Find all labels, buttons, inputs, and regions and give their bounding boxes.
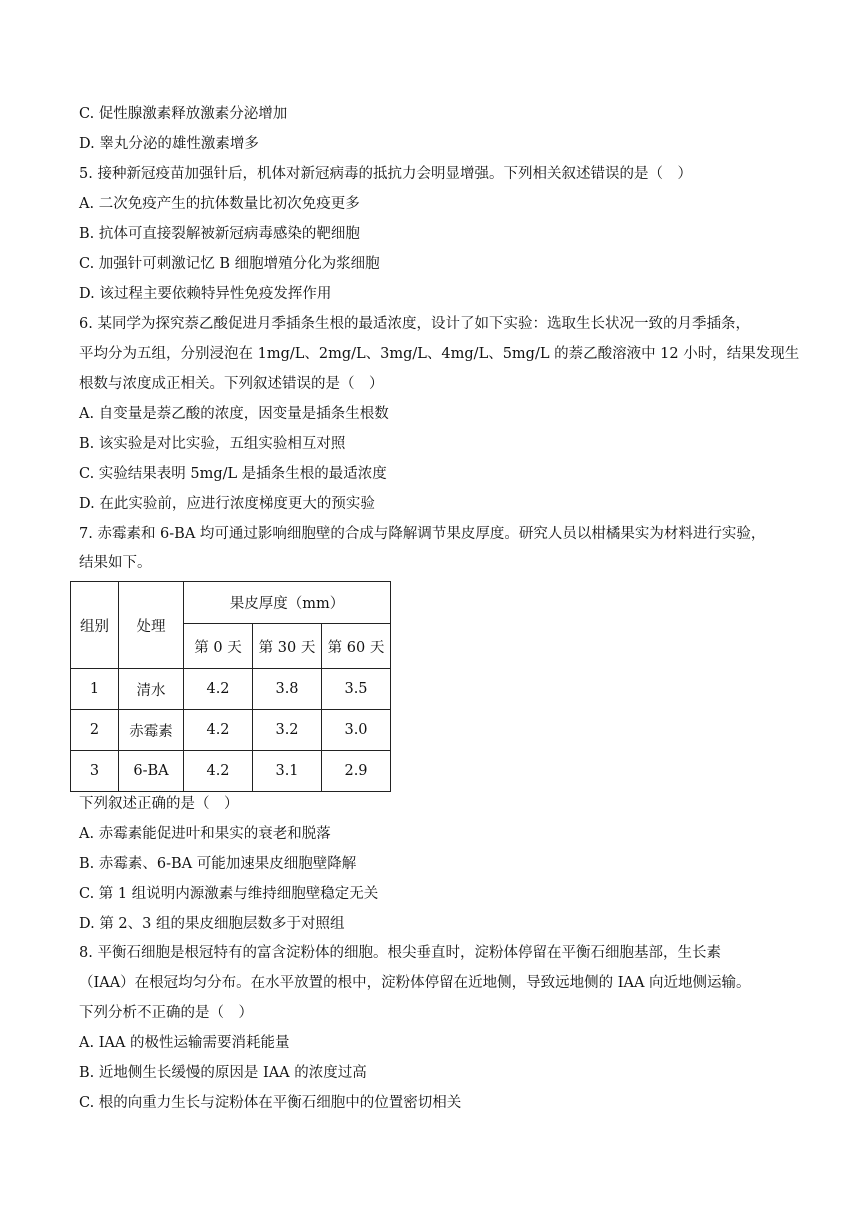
header-thickness: 果皮厚度（mm） (184, 582, 391, 624)
cell-value: 3.8 (253, 669, 322, 710)
q7-option-c: C. 第 1 组说明内源激素与维持细胞壁稳定无关 (79, 886, 379, 902)
header-group: 组别 (71, 582, 119, 669)
header-day-60: 第 60 天 (322, 624, 391, 669)
cell-value: 3.1 (253, 751, 322, 792)
q8-option-a: A. IAA 的极性运输需要消耗能量 (79, 1035, 290, 1051)
q5-option-a: A. 二次免疫产生的抗体数量比初次免疫更多 (79, 196, 360, 212)
cell-value: 3.5 (322, 669, 391, 710)
table-row (71, 669, 391, 710)
q6-stem-line3: 根数与浓度成正相关。下列叙述错误的是（ ） (79, 376, 384, 392)
table-row (71, 710, 391, 751)
cell-treatment: 6-BA (119, 751, 184, 792)
q4-option-c: C. 促性腺激素释放激素分泌增加 (79, 106, 288, 122)
header-day-30: 第 30 天 (253, 624, 322, 669)
q5-option-b: B. 抗体可直接裂解被新冠病毒感染的靶细胞 (79, 226, 360, 242)
q6-option-c: C. 实验结果表明 5mg/L 是插条生根的最适浓度 (79, 466, 387, 482)
q6-option-a: A. 自变量是萘乙酸的浓度，因变量是插条生根数 (79, 406, 389, 422)
cell-group: 3 (71, 751, 119, 792)
q5-option-c: C. 加强针可刺激记忆 B 细胞增殖分化为浆细胞 (79, 256, 380, 272)
cell-value: 3.2 (253, 710, 322, 751)
cell-value: 3.0 (322, 710, 391, 751)
pericarp-thickness-table (70, 581, 391, 792)
q7-option-d: D. 第 2、3 组的果皮细胞层数多于对照组 (79, 916, 345, 932)
q8-stem-line1: 8. 平衡石细胞是根冠特有的富含淀粉体的细胞。根尖垂直时，淀粉体停留在平衡石细胞基部，生长素 (79, 945, 721, 961)
cell-group: 2 (71, 710, 119, 751)
table-header-row (71, 582, 391, 624)
q8-option-c: C. 根的向重力生长与淀粉体在平衡石细胞中的位置密切相关 (79, 1095, 462, 1111)
cell-value: 2.9 (322, 751, 391, 792)
q7-stem-line1: 7. 赤霉素和 6-BA 均可通过影响细胞壁的合成与降解调节果皮厚度。研究人员以柑橘果实为材料进行实验， (79, 526, 766, 542)
cell-treatment: 赤霉素 (119, 710, 184, 751)
cell-group: 1 (71, 669, 119, 710)
q7-option-a: A. 赤霉素能促进叶和果实的衰老和脱落 (79, 826, 331, 842)
q7-question: 下列叙述正确的是（ ） (79, 796, 239, 812)
q8-stem-line2: （IAA）在根冠均匀分布。在水平放置的根中，淀粉体停留在近地侧，导致远地侧的 IAA 向近地侧运输。 (79, 975, 751, 991)
q7-option-b: B. 赤霉素、6-BA 可能加速果皮细胞壁降解 (79, 856, 357, 872)
cell-value: 4.2 (184, 751, 253, 792)
q8-option-b: B. 近地侧生长缓慢的原因是 IAA 的浓度过高 (79, 1065, 367, 1081)
q6-option-b: B. 该实验是对比实验，五组实验相互对照 (79, 436, 346, 452)
header-treatment: 处理 (119, 582, 184, 669)
q5-option-d: D. 该过程主要依赖特异性免疫发挥作用 (79, 286, 332, 302)
q6-stem-line2: 平均分为五组，分别浸泡在 1mg/L、2mg/L、3mg/L、4mg/L、5mg/L 的萘乙酸溶液中 12 小时，结果发现生 (79, 346, 800, 362)
q6-stem-line1: 6. 某同学为探究萘乙酸促进月季插条生根的最适浓度，设计了如下实验：选取生长状况一致的月季插条， (79, 316, 750, 332)
cell-treatment: 清水 (119, 669, 184, 710)
q7-stem-line2: 结果如下。 (79, 555, 152, 571)
q5-stem: 5. 接种新冠疫苗加强针后，机体对新冠病毒的抵抗力会明显增强。下列相关叙述错误的是（ ） (79, 166, 692, 182)
q8-stem-line3: 下列分析不正确的是（ ） (79, 1005, 253, 1021)
cell-value: 4.2 (184, 669, 253, 710)
header-day-0: 第 0 天 (184, 624, 253, 669)
q6-option-d: D. 在此实验前，应进行浓度梯度更大的预实验 (79, 496, 375, 512)
table-row (71, 751, 391, 792)
q4-option-d: D. 睾丸分泌的雄性激素增多 (79, 136, 259, 152)
cell-value: 4.2 (184, 710, 253, 751)
